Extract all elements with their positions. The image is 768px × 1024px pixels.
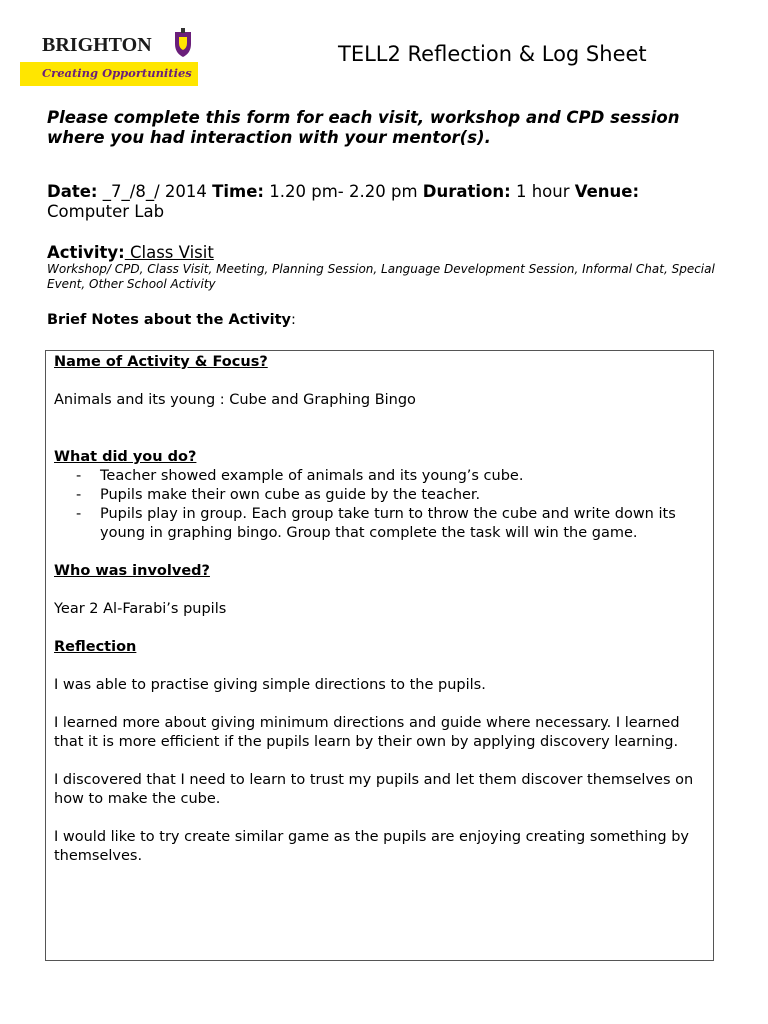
- crest-icon: [172, 28, 194, 58]
- list-item: - Pupils make their own cube as guide by the teacher.: [76, 486, 709, 505]
- activity-value: Class Visit: [124, 243, 214, 262]
- reflection-paragraph: I discovered that I need to learn to trust my pupils and let them discover themselves on how to make the cube.: [54, 772, 694, 807]
- brief-notes-title: Brief Notes about the Activity: [47, 312, 291, 328]
- activity-options: Workshop/ CPD, Class Visit, Meeting, Planning Session, Language Development Session, Informal Chat, Special Event, Other School Activity: [47, 262, 715, 291]
- reflection-paragraph: I learned more about giving minimum directions and guide where necessary. I learned that it is more efficient if the pupils learn by their own by applying discovery learning.: [54, 715, 680, 750]
- reflection-paragraph: I would like to try create similar game as the pupils are enjoying creating something by themselves.: [54, 829, 689, 864]
- page-title: TELL2 Reflection & Log Sheet: [338, 42, 647, 66]
- reflection-paragraph: I was able to practise giving simple directions to the pupils.: [54, 677, 486, 693]
- logo-wordmark: BRIGHTON: [42, 34, 152, 56]
- activity-label: Activity:: [47, 243, 125, 262]
- brighton-logo: [20, 28, 216, 94]
- list-item: - Teacher showed example of animals and its young’s cube.: [76, 467, 709, 486]
- date-label: Date:: [47, 182, 98, 201]
- reflection-heading: Reflection: [54, 639, 137, 655]
- what-did-you-do-heading: What did you do?: [54, 449, 197, 465]
- venue-label: Venue:: [574, 182, 640, 201]
- time-value: 1.20 pm- 2.20 pm: [264, 182, 423, 201]
- who-involved-heading: Who was involved?: [54, 563, 210, 579]
- form-instructions: Please complete this form for each visit, workshop and CPD session where you had interaction with your mentor(s).: [47, 108, 680, 147]
- activity-focus-heading: Name of Activity & Focus?: [54, 354, 268, 370]
- date-value: _7_/8_/ 2014: [97, 182, 213, 201]
- brief-notes-label: [47, 312, 296, 328]
- venue-value: Computer Lab: [47, 202, 165, 221]
- what-did-you-do-list: [54, 467, 709, 543]
- time-label: Time:: [212, 182, 265, 201]
- duration-value: 1 hour: [510, 182, 575, 201]
- visit-details: [47, 182, 737, 222]
- duration-label: Duration:: [422, 182, 511, 201]
- logo-tagline: Creating Opportunities: [42, 66, 192, 80]
- notes-box: [45, 350, 714, 961]
- activity-line: [47, 243, 214, 262]
- list-item: - Pupils play in group. Each group take turn to throw the cube and write down its young in graphing bingo. Group that complete the task will win the game.: [76, 505, 709, 543]
- who-involved-text: Year 2 Al-Farabi’s pupils: [54, 601, 227, 617]
- brief-notes-colon: :: [291, 312, 296, 328]
- activity-focus-text: Animals and its young : Cube and Graphing Bingo: [54, 392, 416, 408]
